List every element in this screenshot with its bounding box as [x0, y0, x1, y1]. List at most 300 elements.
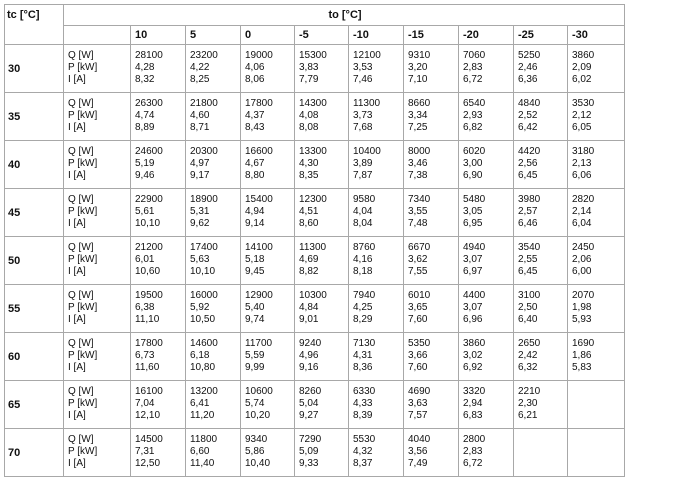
cell-value: 17800 — [135, 338, 163, 349]
row-labels — [64, 333, 131, 381]
row-label: P [kW] — [68, 62, 98, 73]
row-label: P [kW] — [68, 302, 98, 313]
cell-value: 21800 — [190, 98, 218, 109]
cell-value: 6,45 — [518, 170, 538, 181]
cell-value: 6,92 — [463, 362, 483, 373]
cell-value: 2,14 — [572, 206, 592, 217]
row-labels — [64, 141, 131, 189]
table-row — [5, 285, 625, 333]
value-cell — [349, 141, 404, 189]
value-cell — [186, 93, 241, 141]
cell-value: 16000 — [190, 290, 218, 301]
cell-value: 5,92 — [190, 302, 210, 313]
row-labels — [64, 237, 131, 285]
cell-value: 28100 — [135, 50, 163, 61]
cell-value: 9,74 — [245, 314, 265, 325]
to-value-header: -15 — [404, 26, 459, 45]
cell-value: 2820 — [572, 194, 595, 205]
cell-value: 8,08 — [299, 122, 319, 133]
cell-value: 6,82 — [463, 122, 483, 133]
cell-value: 5,18 — [245, 254, 265, 265]
cell-value: 8,36 — [353, 362, 373, 373]
to-value-header: -25 — [514, 26, 568, 45]
cell-value: 4,74 — [135, 110, 155, 121]
cell-value: 20300 — [190, 146, 218, 157]
value-cell — [568, 141, 625, 189]
row-label: I [A] — [68, 74, 86, 85]
cell-value: 4,25 — [353, 302, 373, 313]
tc-value: 40 — [5, 141, 64, 189]
cell-value: 11,10 — [135, 314, 160, 325]
cell-value: 4040 — [408, 434, 431, 445]
cell-value: 2070 — [572, 290, 595, 301]
value-cell — [131, 333, 186, 381]
value-cell — [186, 381, 241, 429]
cell-value: 2,93 — [463, 110, 483, 121]
cell-value: 6,60 — [190, 446, 210, 457]
value-cell — [241, 429, 295, 477]
cell-value: 3,20 — [408, 62, 428, 73]
cell-value: 13300 — [299, 146, 327, 157]
cell-value: 10,20 — [245, 410, 271, 421]
cell-value: 10,40 — [245, 458, 271, 469]
cell-value: 1,86 — [572, 350, 592, 361]
table-row — [5, 45, 625, 93]
cell-value: 8,06 — [245, 74, 265, 85]
cell-value: 7130 — [353, 338, 376, 349]
value-cell — [514, 429, 568, 477]
cell-value: 2,94 — [463, 398, 483, 409]
cell-value: 19500 — [135, 290, 163, 301]
cell-value: 4,60 — [190, 110, 210, 121]
value-cell — [514, 333, 568, 381]
table-row — [5, 189, 625, 237]
row-label: Q [W] — [68, 434, 94, 445]
value-cell — [295, 237, 349, 285]
value-cell — [349, 237, 404, 285]
cell-value: 6,06 — [572, 170, 592, 181]
value-cell — [459, 93, 514, 141]
row-label: P [kW] — [68, 350, 98, 361]
cell-value: 5530 — [353, 434, 376, 445]
cell-value: 7,79 — [299, 74, 319, 85]
row-label: Q [W] — [68, 146, 94, 157]
value-cell — [295, 429, 349, 477]
performance-table — [4, 4, 625, 477]
row-label: Q [W] — [68, 50, 94, 61]
cell-value: 7060 — [463, 50, 486, 61]
cell-value: 14500 — [135, 434, 163, 445]
cell-value: 8,80 — [245, 170, 265, 181]
value-cell — [404, 237, 459, 285]
cell-value: 2,57 — [518, 206, 538, 217]
cell-value: 10,10 — [190, 266, 216, 277]
cell-value: 2,55 — [518, 254, 538, 265]
cell-value: 3,07 — [463, 254, 483, 265]
value-cell — [295, 45, 349, 93]
cell-value: 6,00 — [572, 266, 592, 277]
tc-value: 65 — [5, 381, 64, 429]
cell-value: 6330 — [353, 386, 376, 397]
cell-value: 8,37 — [353, 458, 373, 469]
cell-value: 4,32 — [353, 446, 373, 457]
cell-value: 8,32 — [135, 74, 155, 85]
value-cell — [349, 285, 404, 333]
cell-value: 1,98 — [572, 302, 592, 313]
row-label: P [kW] — [68, 254, 98, 265]
row-label: P [kW] — [68, 398, 98, 409]
cell-value: 9,14 — [245, 218, 265, 229]
row-label: I [A] — [68, 122, 86, 133]
cell-value: 7,87 — [353, 170, 373, 181]
tc-value: 30 — [5, 45, 64, 93]
value-cell — [295, 381, 349, 429]
value-cell — [349, 333, 404, 381]
cell-value: 8,43 — [245, 122, 265, 133]
cell-value: 7,10 — [408, 74, 428, 85]
cell-value: 6,04 — [572, 218, 592, 229]
cell-value: 4,28 — [135, 62, 155, 73]
value-cell — [241, 45, 295, 93]
cell-value: 2210 — [518, 386, 541, 397]
cell-value: 6,83 — [463, 410, 483, 421]
cell-value: 4,37 — [245, 110, 265, 121]
value-cell — [241, 93, 295, 141]
row-label: I [A] — [68, 170, 86, 181]
cell-value: 6,21 — [518, 410, 538, 421]
row-labels — [64, 285, 131, 333]
row-label: Q [W] — [68, 338, 94, 349]
cell-value: 9,17 — [190, 170, 210, 181]
value-cell — [349, 93, 404, 141]
cell-value: 2,83 — [463, 62, 483, 73]
cell-value: 2,06 — [572, 254, 592, 265]
value-cell — [459, 333, 514, 381]
cell-value: 6020 — [463, 146, 486, 157]
cell-value: 2,12 — [572, 110, 592, 121]
cell-value: 7,31 — [135, 446, 155, 457]
tc-value: 70 — [5, 429, 64, 477]
value-cell — [241, 381, 295, 429]
cell-value: 15300 — [299, 50, 327, 61]
cell-value: 12100 — [353, 50, 381, 61]
label-column-header — [64, 26, 131, 45]
cell-value: 11,40 — [190, 458, 215, 469]
cell-value: 6,72 — [463, 74, 483, 85]
row-label: Q [W] — [68, 290, 94, 301]
value-cell — [568, 285, 625, 333]
cell-value: 6,45 — [518, 266, 538, 277]
cell-value: 8,71 — [190, 122, 210, 133]
value-cell — [131, 141, 186, 189]
cell-value: 5,61 — [135, 206, 155, 217]
cell-value: 6,72 — [463, 458, 483, 469]
cell-value: 10400 — [353, 146, 381, 157]
to-value-header: -30 — [568, 26, 625, 45]
value-cell — [186, 429, 241, 477]
cell-value: 6,95 — [463, 218, 483, 229]
cell-value: 18900 — [190, 194, 218, 205]
cell-value: 4,84 — [299, 302, 319, 313]
cell-value: 4,96 — [299, 350, 319, 361]
value-cell — [514, 141, 568, 189]
value-cell — [131, 429, 186, 477]
cell-value: 8,60 — [299, 218, 319, 229]
cell-value: 11,20 — [190, 410, 215, 421]
value-cell — [295, 189, 349, 237]
cell-value: 3180 — [572, 146, 595, 157]
cell-value: 26300 — [135, 98, 163, 109]
cell-value: 2650 — [518, 338, 541, 349]
value-cell — [404, 189, 459, 237]
cell-value: 8,82 — [299, 266, 319, 277]
cell-value: 7290 — [299, 434, 322, 445]
cell-value: 11800 — [190, 434, 218, 445]
value-cell — [459, 429, 514, 477]
cell-value: 7,49 — [408, 458, 428, 469]
cell-value: 23200 — [190, 50, 218, 61]
table-row — [5, 333, 625, 381]
value-cell — [131, 93, 186, 141]
value-cell — [186, 141, 241, 189]
cell-value: 3,46 — [408, 158, 428, 169]
cell-value: 4420 — [518, 146, 541, 157]
value-cell — [131, 189, 186, 237]
cell-value: 3320 — [463, 386, 486, 397]
cell-value: 9340 — [245, 434, 268, 445]
value-cell — [131, 285, 186, 333]
cell-value: 3,62 — [408, 254, 428, 265]
cell-value: 8,39 — [353, 410, 373, 421]
cell-value: 17400 — [190, 242, 218, 253]
cell-value: 8,04 — [353, 218, 373, 229]
value-cell — [241, 141, 295, 189]
cell-value: 9310 — [408, 50, 431, 61]
cell-value: 4,04 — [353, 206, 373, 217]
value-cell — [514, 381, 568, 429]
value-cell — [514, 237, 568, 285]
cell-value: 9580 — [353, 194, 376, 205]
cell-value: 3,55 — [408, 206, 428, 217]
row-label: I [A] — [68, 458, 86, 469]
cell-value: 6,05 — [572, 122, 592, 133]
cell-value: 3,34 — [408, 110, 428, 121]
cell-value: 6,18 — [190, 350, 210, 361]
cell-value: 7,38 — [408, 170, 428, 181]
cell-value: 5,40 — [245, 302, 265, 313]
value-cell — [459, 237, 514, 285]
cell-value: 6,36 — [518, 74, 538, 85]
cell-value: 6,42 — [518, 122, 538, 133]
cell-value: 7340 — [408, 194, 431, 205]
cell-value: 5350 — [408, 338, 431, 349]
row-label: I [A] — [68, 266, 86, 277]
cell-value: 3,65 — [408, 302, 428, 313]
cell-value: 6,96 — [463, 314, 483, 325]
row-label: I [A] — [68, 362, 86, 373]
value-cell — [514, 285, 568, 333]
cell-value: 7940 — [353, 290, 376, 301]
value-cell — [514, 189, 568, 237]
cell-value: 9,45 — [245, 266, 265, 277]
cell-value: 3,56 — [408, 446, 428, 457]
value-cell — [568, 333, 625, 381]
value-cell — [514, 93, 568, 141]
cell-value: 4400 — [463, 290, 486, 301]
cell-value: 7,04 — [135, 398, 155, 409]
cell-value: 8,89 — [135, 122, 155, 133]
tc-value: 35 — [5, 93, 64, 141]
cell-value: 5,59 — [245, 350, 265, 361]
cell-value: 3860 — [572, 50, 595, 61]
cell-value: 2,42 — [518, 350, 538, 361]
row-label: P [kW] — [68, 158, 98, 169]
value-cell — [295, 285, 349, 333]
cell-value: 5,74 — [245, 398, 265, 409]
cell-value: 2,56 — [518, 158, 538, 169]
value-cell — [295, 141, 349, 189]
cell-value: 7,60 — [408, 314, 428, 325]
cell-value: 3,73 — [353, 110, 373, 121]
table-row — [5, 429, 625, 477]
cell-value: 6,73 — [135, 350, 155, 361]
cell-value: 4,30 — [299, 158, 319, 169]
value-cell — [514, 45, 568, 93]
value-cell — [404, 45, 459, 93]
cell-value: 15400 — [245, 194, 273, 205]
value-cell — [404, 381, 459, 429]
value-cell — [568, 189, 625, 237]
cell-value: 7,68 — [353, 122, 373, 133]
cell-value: 7,46 — [353, 74, 373, 85]
cell-value: 10600 — [245, 386, 273, 397]
cell-value: 5,63 — [190, 254, 210, 265]
row-label: Q [W] — [68, 98, 94, 109]
value-cell — [404, 429, 459, 477]
value-cell — [186, 285, 241, 333]
row-label: I [A] — [68, 410, 86, 421]
cell-value: 2,09 — [572, 62, 592, 73]
row-labels — [64, 93, 131, 141]
cell-value: 6,41 — [190, 398, 210, 409]
row-label: I [A] — [68, 218, 86, 229]
row-label: P [kW] — [68, 446, 98, 457]
cell-value: 4690 — [408, 386, 431, 397]
row-labels — [64, 429, 131, 477]
value-cell — [131, 381, 186, 429]
cell-value: 8660 — [408, 98, 431, 109]
cell-value: 3,05 — [463, 206, 483, 217]
cell-value: 8,35 — [299, 170, 319, 181]
value-cell — [349, 45, 404, 93]
cell-value: 4,08 — [299, 110, 319, 121]
cell-value: 11300 — [353, 98, 381, 109]
cell-value: 9,01 — [299, 314, 319, 325]
cell-value: 4,67 — [245, 158, 265, 169]
cell-value: 2800 — [463, 434, 486, 445]
row-labels — [64, 189, 131, 237]
cell-value: 6,46 — [518, 218, 538, 229]
value-cell — [131, 237, 186, 285]
cell-value: 11,60 — [135, 362, 160, 373]
cell-value: 8260 — [299, 386, 322, 397]
row-label: Q [W] — [68, 194, 94, 205]
cell-value: 11300 — [299, 242, 327, 253]
value-cell — [459, 285, 514, 333]
value-cell — [568, 237, 625, 285]
value-cell — [459, 45, 514, 93]
cell-value: 3,07 — [463, 302, 483, 313]
tc-header: tc [°C] — [5, 5, 64, 45]
cell-value: 4,16 — [353, 254, 373, 265]
cell-value: 19000 — [245, 50, 273, 61]
cell-value: 7,48 — [408, 218, 428, 229]
cell-value: 7,25 — [408, 122, 428, 133]
cell-value: 5,31 — [190, 206, 210, 217]
row-label: Q [W] — [68, 242, 94, 253]
value-cell — [186, 237, 241, 285]
value-cell — [404, 141, 459, 189]
cell-value: 7,57 — [408, 410, 428, 421]
cell-value: 3,63 — [408, 398, 428, 409]
cell-value: 5,19 — [135, 158, 155, 169]
cell-value: 17800 — [245, 98, 273, 109]
value-cell — [241, 285, 295, 333]
tc-value: 60 — [5, 333, 64, 381]
cell-value: 9,46 — [135, 170, 155, 181]
row-label: P [kW] — [68, 110, 98, 121]
cell-value: 3100 — [518, 290, 541, 301]
value-cell — [186, 45, 241, 93]
cell-value: 4,94 — [245, 206, 265, 217]
cell-value: 13200 — [190, 386, 218, 397]
cell-value: 2,46 — [518, 62, 538, 73]
cell-value: 5,09 — [299, 446, 319, 457]
cell-value: 14300 — [299, 98, 327, 109]
cell-value: 16600 — [245, 146, 273, 157]
to-value-header: 5 — [186, 26, 241, 45]
value-cell — [349, 189, 404, 237]
cell-value: 4,51 — [299, 206, 319, 217]
cell-value: 10,60 — [135, 266, 161, 277]
header-row-2 — [5, 26, 625, 45]
value-cell — [295, 93, 349, 141]
cell-value: 10,80 — [190, 362, 216, 373]
cell-value: 14100 — [245, 242, 273, 253]
cell-value: 2,52 — [518, 110, 538, 121]
cell-value: 3,66 — [408, 350, 428, 361]
cell-value: 8,29 — [353, 314, 373, 325]
value-cell — [568, 45, 625, 93]
to-value-header: -5 — [295, 26, 349, 45]
cell-value: 6670 — [408, 242, 431, 253]
cell-value: 12,10 — [135, 410, 161, 421]
value-cell — [131, 45, 186, 93]
cell-value: 4940 — [463, 242, 486, 253]
row-label: P [kW] — [68, 206, 98, 217]
cell-value: 3530 — [572, 98, 595, 109]
value-cell — [295, 333, 349, 381]
to-value-header: -10 — [349, 26, 404, 45]
cell-value: 1690 — [572, 338, 595, 349]
cell-value: 3,00 — [463, 158, 483, 169]
cell-value: 12900 — [245, 290, 273, 301]
cell-value: 2,30 — [518, 398, 538, 409]
cell-value: 9,27 — [299, 410, 319, 421]
cell-value: 9,33 — [299, 458, 319, 469]
value-cell — [404, 333, 459, 381]
cell-value: 4,22 — [190, 62, 210, 73]
